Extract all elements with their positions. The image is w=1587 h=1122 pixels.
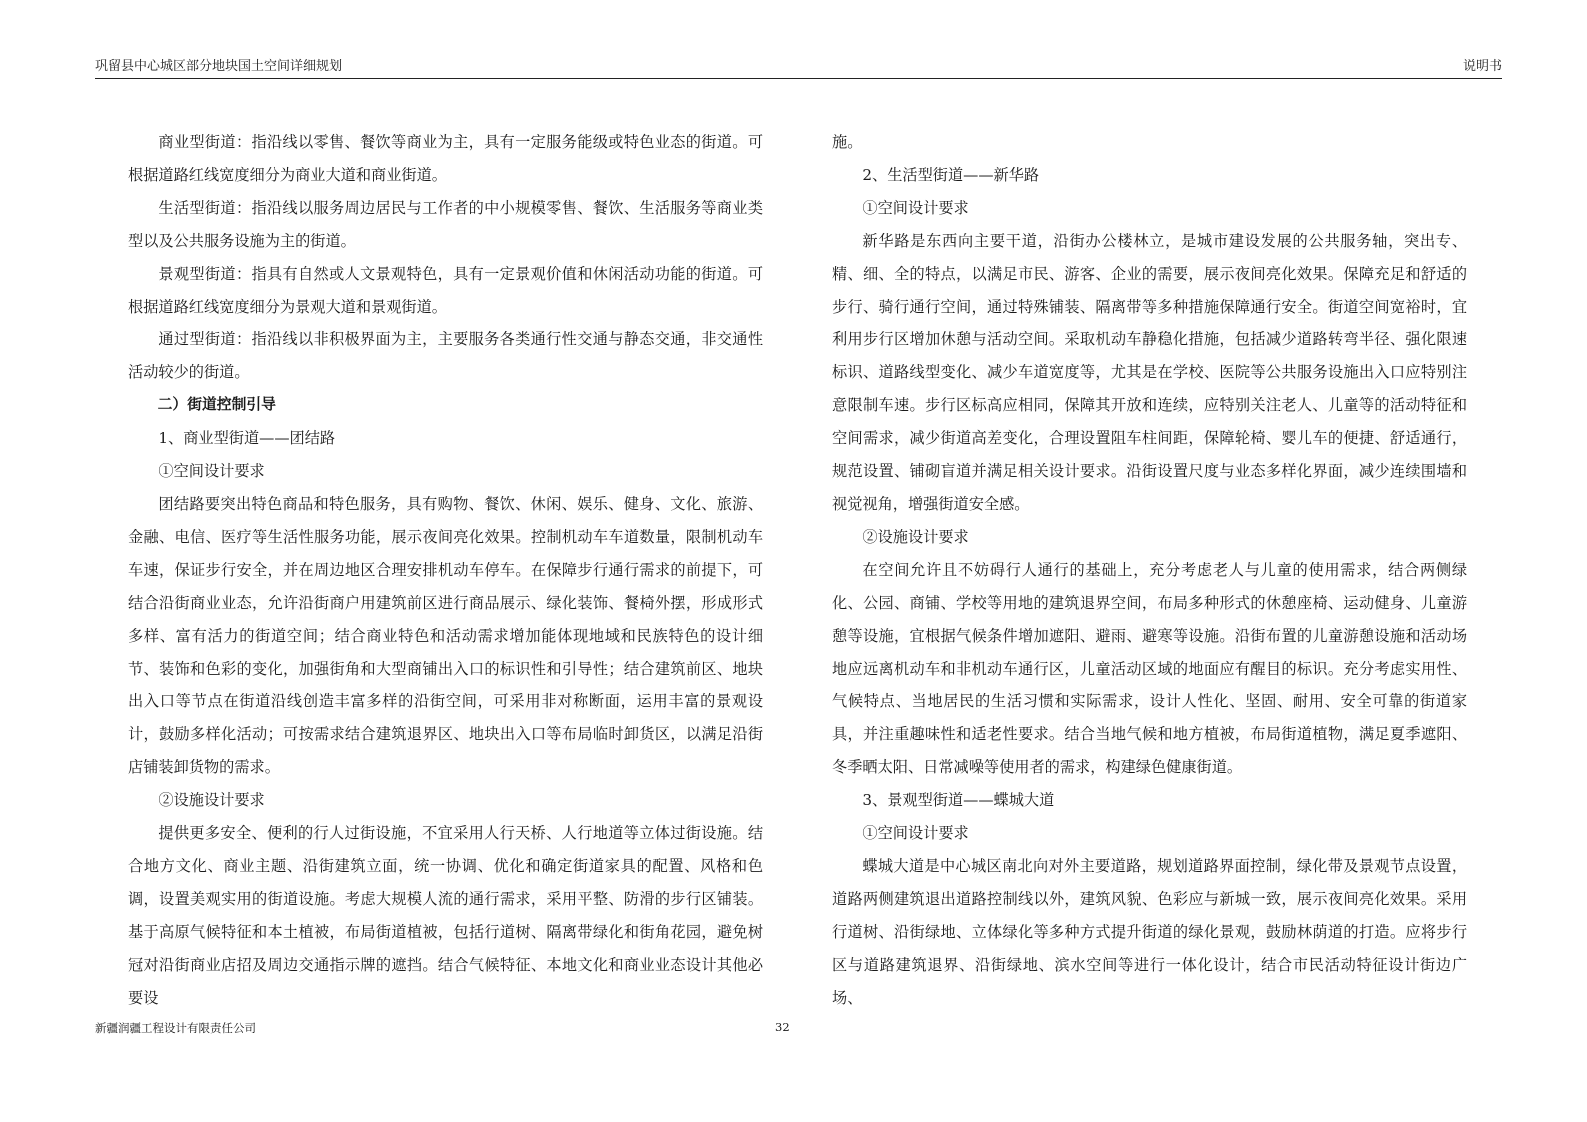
left-column bbox=[128, 126, 763, 1014]
right-column bbox=[832, 126, 1467, 1014]
paragraph: ①空间设计要求 bbox=[862, 198, 969, 217]
paragraph: 景观型街道：指具有自然或人文景观特色，具有一定景观价值和休闲活动功能的街道。可根据道路红线宽度细分为景观大道和景观街道。 bbox=[128, 264, 763, 316]
paragraph: 团结路要突出特色商品和特色服务，具有购物、餐饮、休闲、娱乐、健身、文化、旅游、金融、电信、医疗等生活性服务功能，展示夜间亮化效果。控制机动车车道数量，限制机动车车速，保证步行安全，并在周边地区合理安排机动车停车。在保障步行通行需求的前提下，可结合沿街商业业态，允许沿街商户用建筑前区进行商品展示、绿化装饰、餐椅外摆，形成形式多样、富有活力的街道空间；结合商业特色和活动需求增加能体现地域和民族特色的设计细节、装饰和色彩的变化，加强街角和大型商铺出入口的标识性和引导性；结合建筑前区、地块出入口等节点在街道沿线创造丰富多样的沿街空间，可采用非对称断面，运用丰富的景观设计，鼓励多样化活动；可按需求结合建筑退界区、地块出入口等布局临时卸货区，以满足沿街店铺装卸货物的需求。 bbox=[128, 494, 763, 777]
paragraph: ②设施设计要求 bbox=[862, 527, 969, 546]
company-name: 新疆润疆工程设计有限责任公司 bbox=[95, 1021, 256, 1035]
document-type: 说明书 bbox=[1462, 59, 1502, 74]
page-number: 32 bbox=[775, 1020, 790, 1034]
paragraph: ①空间设计要求 bbox=[862, 824, 969, 843]
paragraph: 3、景观型街道——蝶城大道 bbox=[862, 791, 1055, 810]
paragraph: 施。 bbox=[832, 133, 863, 151]
paragraph: ②设施设计要求 bbox=[158, 791, 265, 810]
paragraph: 生活型街道：指沿线以服务周边居民与工作者的中小规模零售、餐饮、生活服务等商业类型以及公共服务设施为主的街道。 bbox=[128, 198, 763, 250]
page-header bbox=[95, 58, 1502, 79]
paragraph: 在空间允许且不妨碍行人通行的基础上，充分考虑老人与儿童的使用需求，结合两侧绿化、公园、商铺、学校等用地的建筑退界空间，布局多种形式的休憩座椅、运动健身、儿童游憩等设施，宜根据气候条件增加遮阳、避雨、避寒等设施。沿街布置的儿童游憩设施和活动场地应远离机动车和非机动车通行区，儿童活动区域的地面应有醒目的标识。充分考虑实用性、气候特点、当地居民的生活习惯和实际需求，设计人性化、坚固、耐用、安全可靠的街道家具，并注重趣味性和适老性要求。结合当地气候和地方植被，布局街道植物，满足夏季遮阳、冬季晒太阳、日常减噪等使用者的需求，构建绿色健康街道。 bbox=[832, 560, 1467, 777]
paragraph: 2、生活型街道——新华路 bbox=[862, 165, 1040, 184]
paragraph: ①空间设计要求 bbox=[158, 462, 265, 481]
paragraph: 新华路是东西向主要干道，沿街办公楼林立，是城市建设发展的公共服务轴，突出专、精、细、全的特点，以满足市民、游客、企业的需要，展示夜间亮化效果。保障充足和舒适的步行、骑行通行空间，通过特殊铺装、隔离带等多种措施保障通行安全。街道空间宽裕时，宜利用步行区增加休憩与活动空间。采取机动车静稳化措施，包括减少道路转弯半径、强化限速标识、道路线型变化、减少车道宽度等，尤其是在学校、医院等公共服务设施出入口应特别注意限制车速。步行区标高应相同，保障其开放和连续，应特别关注老人、儿童等的活动特征和空间需求，减少街道高差变化，合理设置阻车柱间距，保障轮椅、婴儿车的便捷、舒适通行，规范设置、铺砌盲道并满足相关设计要求。沿街设置尺度与业态多样化界面，减少连续围墙和视觉视角，增强街道安全感。 bbox=[832, 231, 1467, 513]
paragraph: 商业型街道：指沿线以零售、餐饮等商业为主，具有一定服务能级或特色业态的街道。可根据道路红线宽度细分为商业大道和商业街道。 bbox=[128, 133, 763, 184]
page-footer bbox=[95, 1020, 1502, 1040]
paragraph: 提供更多安全、便利的行人过街设施，不宜采用人行天桥、人行地道等立体过街设施。结合地方文化、商业主题、沿街建筑立面，统一协调、优化和确定街道家具的配置、风格和色调，设置美观实用的街道设施。考虑大规模人流的通行需求，采用平整、防滑的步行区铺装。基于高原气候特征和本土植被，布局街道植被，包括行道树、隔离带绿化和街角花园，避免树冠对沿街商业店招及周边交通指示牌的遮挡。结合气候特征、本地文化和商业业态设计其他必要设 bbox=[128, 824, 763, 1007]
paragraph: 通过型街道：指沿线以非积极界面为主，主要服务各类通行性交通与静态交通，非交通性活动较少的街道。 bbox=[128, 330, 763, 382]
paragraph: 蝶城大道是中心城区南北向对外主要道路，规划道路界面控制，绿化带及景观节点设置，道路两侧建筑退出道路控制线以外，建筑风貌、色彩应与新城一致，展示夜间亮化效果。采用行道树、沿街绿地、立体绿化等多种方式提升街道的绿化景观，鼓励林荫道的打造。应将步行区与道路建筑退界、沿街绿地、滨水空间等进行一体化设计，结合市民活动特征设计街边广场、 bbox=[832, 856, 1467, 1007]
section-heading: 二）街道控制引导 bbox=[157, 396, 276, 414]
document-title: 巩留县中心城区部分地块国土空间详细规划 bbox=[95, 59, 343, 74]
paragraph: 1、商业型街道——团结路 bbox=[158, 429, 336, 448]
